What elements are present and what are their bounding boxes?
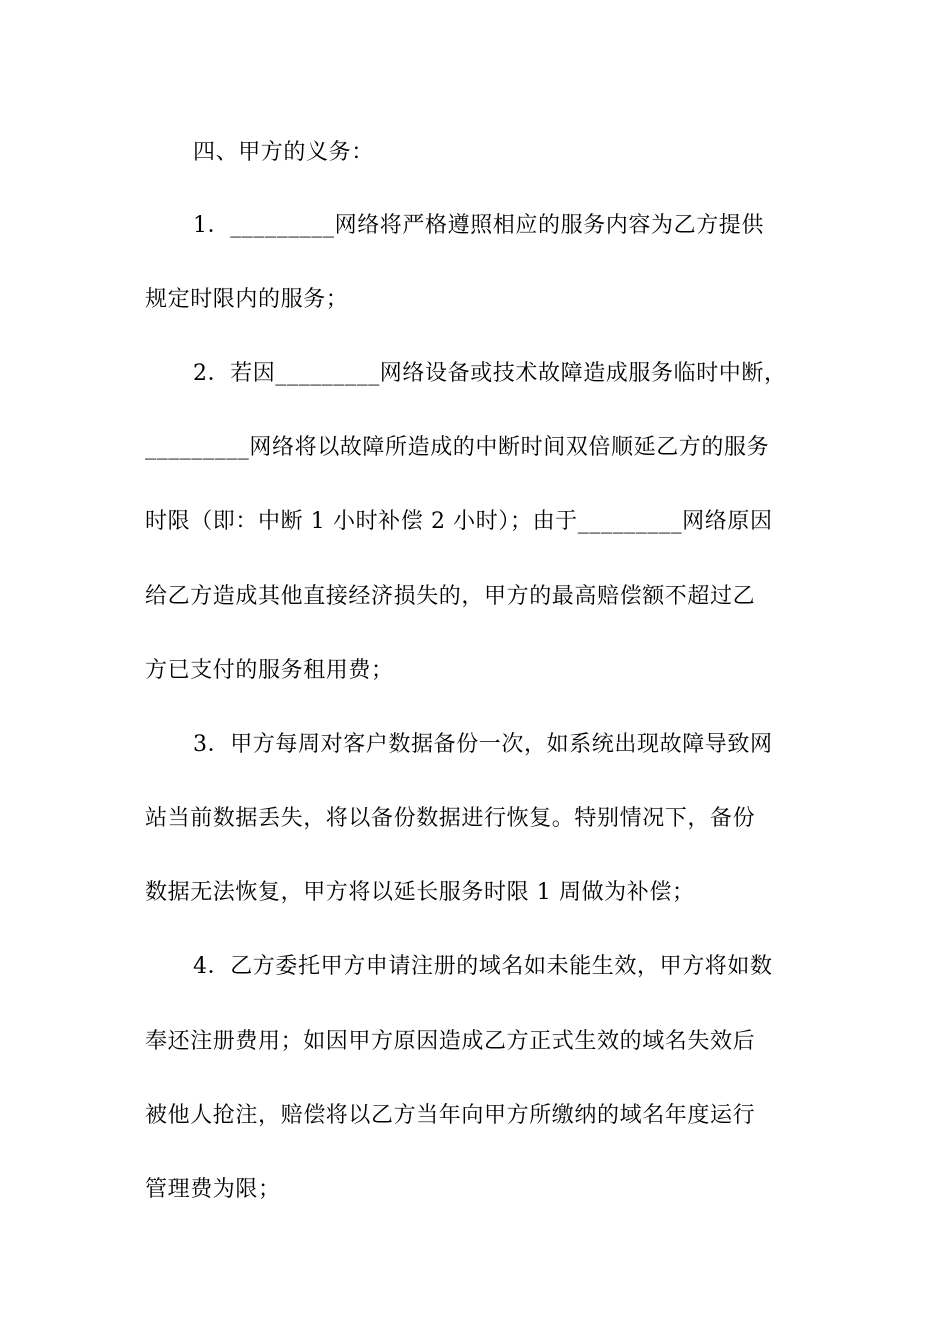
paragraph-line: 1．_________网络将严格遵照相应的服务内容为乙方提供: [193, 213, 764, 238]
paragraph-line: 管理费为限；: [145, 1177, 281, 1202]
paragraph-line: 奉还注册费用；如因甲方原因造成乙方正式生效的域名失效后: [145, 1029, 756, 1054]
paragraph-line: 2．若因_________网络设备或技术故障造成服务临时中断，: [193, 361, 787, 386]
paragraph-line: 数据无法恢复，甲方将以延长服务时限 1 周做为补偿；: [145, 880, 695, 905]
paragraph-line: 给乙方造成其他直接经济损失的，甲方的最高赔偿额不超过乙: [145, 584, 756, 609]
paragraph-line: 站当前数据丢失，将以备份数据进行恢复。特别情况下，备份: [145, 806, 756, 831]
paragraph-line: 规定时限内的服务；: [145, 287, 349, 312]
paragraph-line: 4．乙方委托甲方申请注册的域名如未能生效，甲方将如数: [193, 954, 773, 979]
paragraph-line: 3．甲方每周对客户数据备份一次，如系统出现故障导致网: [193, 732, 773, 757]
paragraph-line: 被他人抢注，赔偿将以乙方当年向甲方所缴纳的域名年度运行: [145, 1103, 756, 1128]
paragraph-line: 时限（即：中断 1 小时补偿 2 小时）；由于_________网络原因: [145, 509, 773, 534]
paragraph-line: 方已支付的服务租用费；: [145, 658, 394, 683]
section-heading: 四、甲方的义务：: [193, 140, 374, 165]
paragraph-line: _________网络将以故障所造成的中断时间双倍顺延乙方的服务: [145, 435, 770, 460]
